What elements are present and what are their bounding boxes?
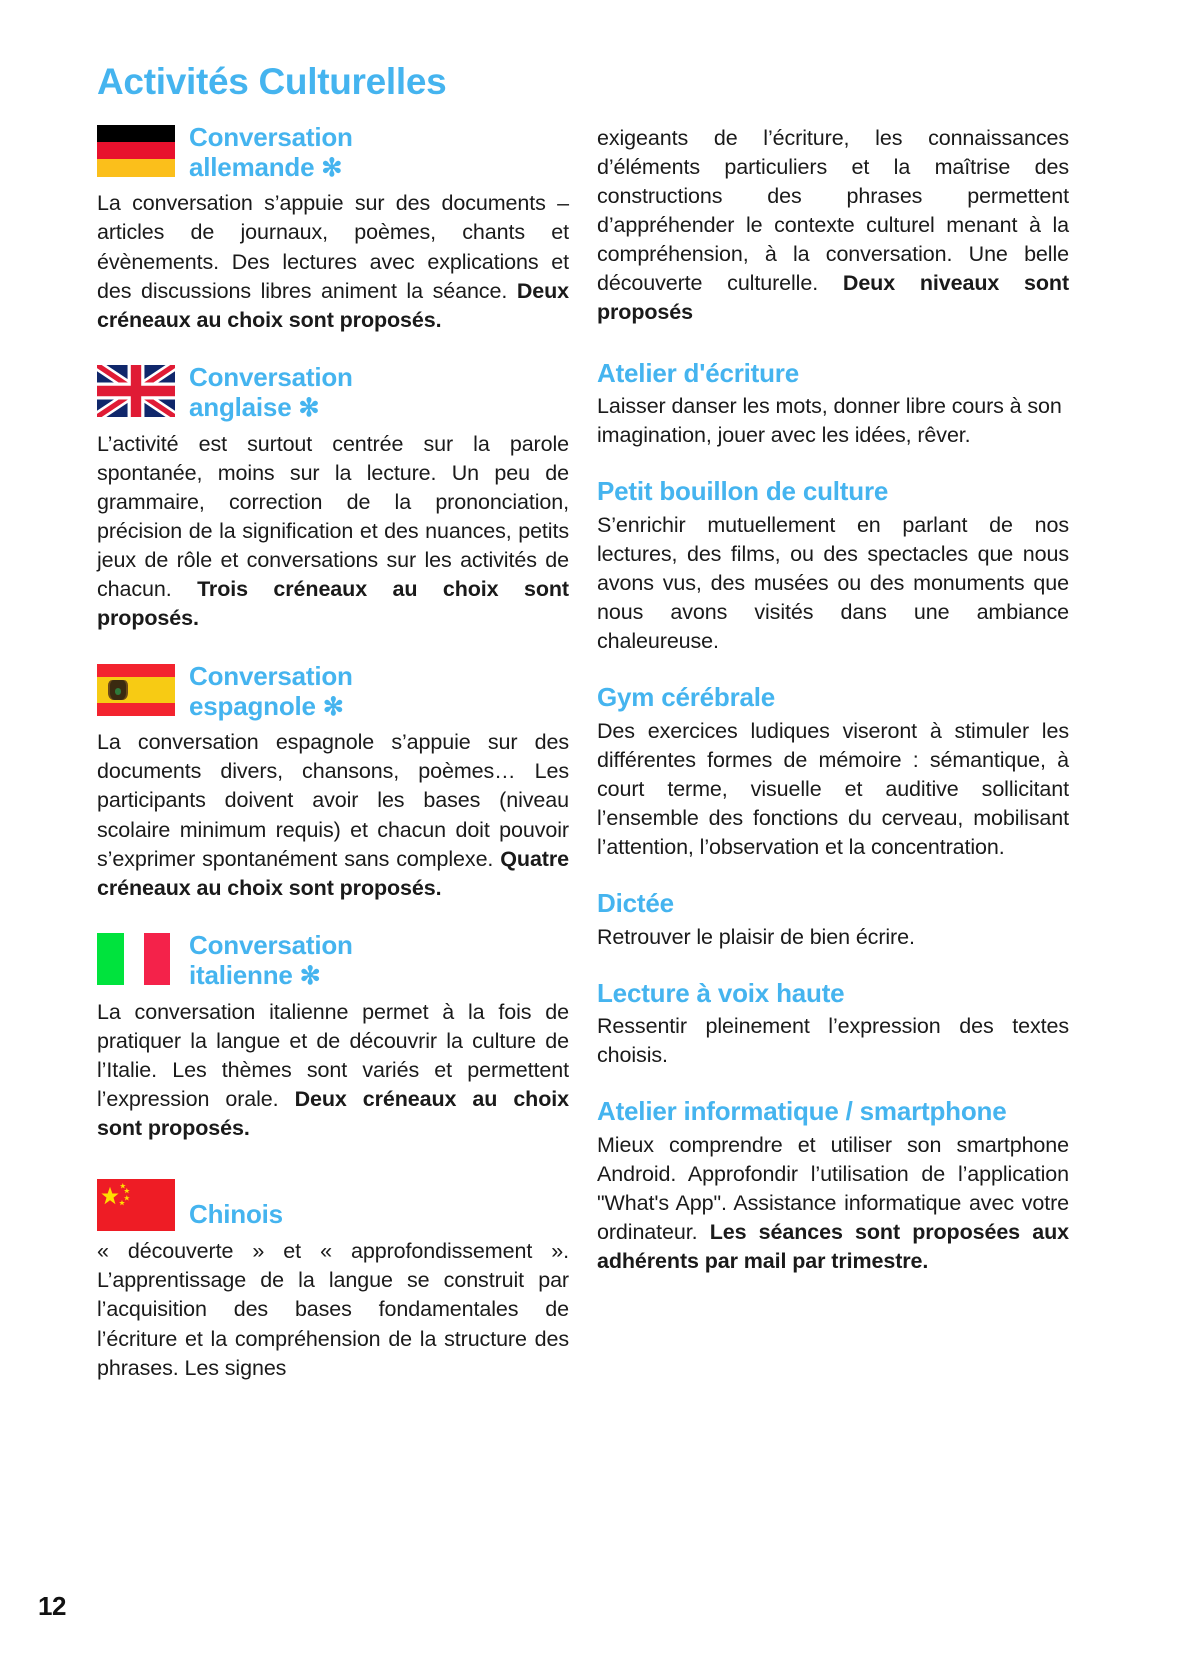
activity-description	[97, 998, 569, 1144]
activity-description-bold: Trois créneaux au choix sont proposés.	[97, 577, 569, 631]
activity-heading	[97, 361, 569, 424]
activity-heading	[97, 121, 569, 184]
activity-title-line2: italienne	[189, 960, 293, 991]
activity-title	[189, 121, 353, 184]
activity-title	[189, 929, 353, 992]
activity-heading	[97, 1175, 569, 1231]
activity-description-plain: La conversation s’appuie sur des documents – articles de journaux, poèmes, chants et évènements. Des lectures avec explications et des discussions libres animent la séance.	[97, 191, 569, 303]
section-description: Laisser danser les mots, donner libre cours à son imagination, jouer avec les idées, rêver.	[597, 393, 1062, 448]
activity-description	[97, 1237, 569, 1383]
section-title: Atelier d'écriture	[597, 357, 799, 388]
activity-heading	[97, 929, 569, 992]
activity-description-bold: Deux créneaux au choix sont proposés.	[97, 1086, 569, 1141]
continuation-description-bold: Deux niveaux sont proposés	[597, 271, 1069, 325]
activity-description	[97, 189, 569, 335]
section-petit-bouillon-de-culture	[597, 476, 1069, 656]
activity-description-plain: L’activité est surtout centrée sur la parole spontanée, moins sur la lecture. Un peu de grammaire, correction de la prononciation, précision de la signification et des nuances, petits jeux de rôle et conversations sur les activités de chacun.	[97, 431, 569, 602]
activity-title	[189, 361, 353, 424]
activity-heading	[97, 660, 569, 723]
flag-china-icon	[97, 1179, 175, 1231]
activity-title-line1: Conversation	[189, 121, 353, 152]
activity-description	[97, 430, 569, 634]
section-title: Petit bouillon de culture	[597, 476, 889, 507]
section-description	[597, 1131, 1069, 1277]
activity-title-line2: Chinois	[189, 1198, 283, 1229]
flag-germany-icon	[97, 125, 175, 177]
section-title: Lecture à voix haute	[597, 977, 845, 1008]
flag-spain-icon	[97, 664, 175, 716]
chinois-continuation	[597, 124, 1069, 328]
asterisk-icon: ✻	[322, 692, 344, 721]
activity-conversation-anglaise	[97, 361, 569, 634]
activity-conversation-allemande	[97, 121, 569, 335]
section-title: Gym cérébrale	[597, 682, 776, 713]
activity-title-line2: anglaise	[189, 392, 292, 423]
section-description: Ressentir pleinement l’expression des textes choisis.	[597, 1014, 1069, 1068]
section-description-bold: Les séances sont proposées aux adhérents par mail par trimestre.	[597, 1220, 1069, 1274]
section-description: Des exercices ludiques viseront à stimuler les différentes formes de mémoire : sémantique, à court terme, visuelle et auditive sollicitant l’ensemble des fonctions du cerveau, mobilisant l’attention, l’observation et la concentration.	[597, 718, 1069, 860]
continuation-description	[597, 124, 1069, 328]
activity-title	[189, 660, 353, 723]
activity-title-line2: espagnole	[189, 690, 316, 721]
asterisk-icon: ✻	[298, 394, 320, 423]
activity-conversation-espagnole	[97, 660, 569, 903]
activity-description	[97, 728, 569, 903]
activity-description-plain: La conversation espagnole s’appuie sur des documents divers, chansons, poèmes… Les participants doivent avoir les bases (niveau scolaire minimum requis) et chacun doit pouvoir s’exprimer spontanément sans complexe.	[97, 730, 569, 871]
section-description: S’enrichir mutuellement en parlant de nos lectures, des films, ou des spectacles que nous avons vus, des musées ou des monuments que nous avons visités dans une ambiance chaleureuse.	[597, 512, 1069, 654]
page-title: Activités Culturelles	[97, 61, 447, 102]
asterisk-icon: ✻	[321, 154, 343, 183]
activity-title	[189, 1198, 283, 1231]
flag-italy-icon	[97, 933, 175, 985]
activity-title-line1: Conversation	[189, 660, 353, 691]
section-atelier-decriture	[597, 358, 1069, 451]
section-description: Retrouver le plaisir de bien écrire.	[597, 924, 915, 949]
section-title: Atelier informatique / smartphone	[597, 1096, 1007, 1127]
section-title: Dictée	[597, 888, 674, 919]
activity-description-bold: Deux créneaux au choix sont proposés.	[97, 278, 569, 332]
activity-description-plain: « découverte » et « approfondissement ». L’apprentissage de la langue se construit par l’acquisition des bases fondamentales de l’écriture et la compréhension de la structure des phrases. Les signes	[97, 1239, 569, 1380]
two-column-layout	[97, 121, 1074, 1409]
activity-chinois	[97, 1175, 569, 1383]
right-column	[597, 121, 1069, 1303]
asterisk-icon: ✻	[299, 962, 321, 991]
flag-uk-icon	[97, 365, 175, 417]
section-lecture-a-voix-haute	[597, 978, 1069, 1071]
continuation-description-plain: exigeants de l’écriture, les connaissances d’éléments particuliers et la maîtrise des constructions des phrases permettent d’appréhender le contexte culturel menant à la compréhension, à la conversation. Une belle découverte culturelle.	[597, 125, 1069, 296]
activity-description-bold: Quatre créneaux au choix sont proposés.	[97, 846, 569, 900]
section-atelier-informatique-smartphone	[597, 1096, 1069, 1276]
section-gym-cerebrale	[597, 682, 1069, 862]
section-dictee	[597, 888, 1069, 952]
activity-conversation-italienne	[97, 929, 569, 1143]
activity-description-plain: La conversation italienne permet à la fois de pratiquer la langue et de découvrir la culture de l’Italie. Les thèmes sont variés et permettent l’expression orale.	[97, 999, 569, 1111]
activity-title-line1: Conversation	[189, 361, 353, 392]
activity-title-line2: allemande	[189, 152, 315, 183]
section-description-plain: Mieux comprendre et utiliser son smartphone Android. Approfondir l’utilisation de l’application "What's App". Assistance informatique avec votre ordinateur.	[597, 1132, 1069, 1245]
left-column	[97, 121, 569, 1409]
page-number: 12	[38, 1591, 66, 1621]
activity-title-line1: Conversation	[189, 929, 353, 960]
